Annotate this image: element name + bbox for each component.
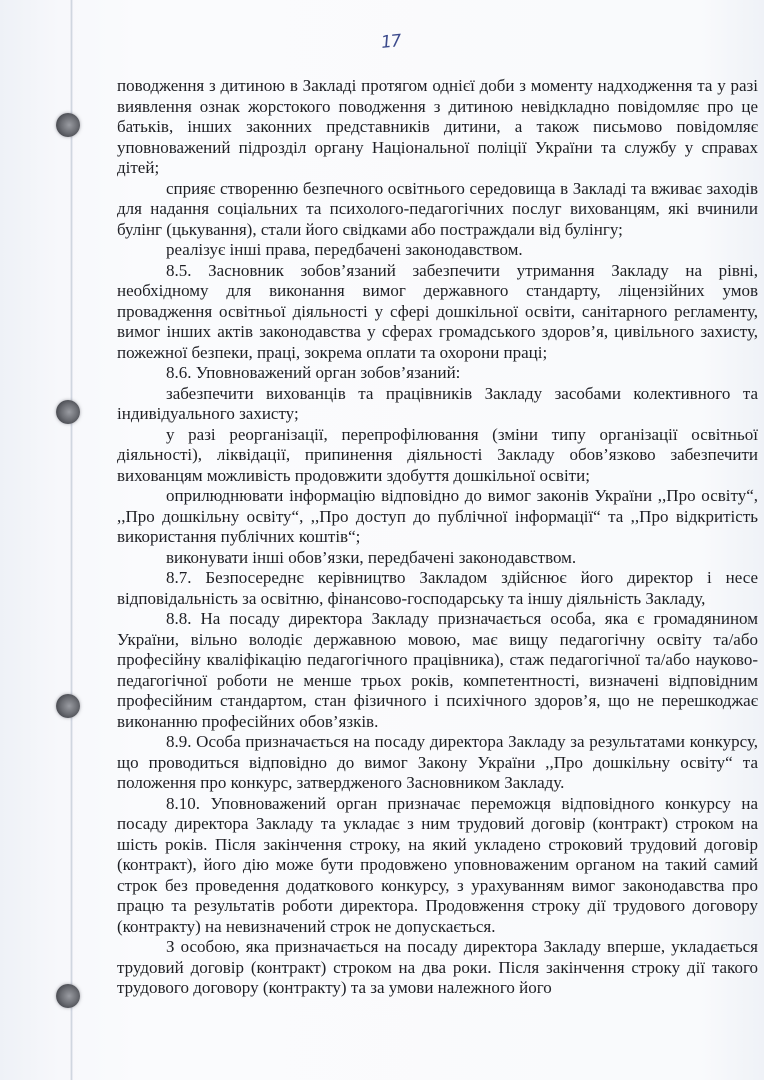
paragraph: у разі реорганізації, перепрофілювання (зміни типу організації освітньої діяльності), ліквідації, припинення діяльності Закладу обов’язково забезпечити вихованцям можливість продовжити здобуття дошкільної освіти;: [117, 424, 758, 485]
document-body: [117, 76, 758, 999]
paragraph: забезпечити вихованців та працівників Закладу засобами колективного та індивідуального захисту;: [117, 383, 758, 423]
paragraph: виконувати інші обов’язки, передбачені законодавством.: [166, 547, 577, 567]
section-8-6: 8.6. Уповноважений орган зобов’язаний:: [166, 363, 461, 382]
paragraph: сприяє створенню безпечного освітнього середовища в Закладі та вживає заходів для надання соціальних та психолого-педагогічних послуг вихованцям, які вчинили булінг (цькування), стали його свідками або постраждали від булінгу;: [117, 178, 758, 239]
paragraph: поводження з дитиною в Закладі протягом однієї доби з моменту надходження та у разі виявлення ознак жорстокого поводження з дитиною невідкладно повідомляє про це батьків, інших законних представників дитини, а також письмово повідомляє уповноважений підрозділ органу Національної поліції України та службу у справах дітей;: [117, 76, 758, 177]
section-8-8: 8.8. На посаду директора Закладу призначається особа, яка є громадянином України, вільно володіє державною мовою, має вищу педагогічну освіту та/або професійну кваліфікацію педагогічного працівника), стаж педагогічної та/або науково-педагогічної роботи не менше трьох років, компетентності, визначені відповідним професійним стандартом, стан фізичного і психічного здоров’я, що не перешкоджає виконанню професійних обов’язків.: [117, 609, 758, 731]
paragraph: З особою, яка призначається на посаду директора Закладу вперше, укладається трудовий договір (контракт) строком на два роки. Після закінчення строку дії такого трудового договору (контракту) та за умови належного його: [117, 937, 758, 997]
section-8-9: 8.9. Особа призначається на посаду директора Закладу за результатами конкурсу, що проводиться відповідно до вимог Закону України ,,Про дошкільну освіту“ та положення про конкурс, затвердженого Засновником Закладу.: [117, 732, 758, 792]
paragraph: оприлюднювати інформацію відповідно до вимог законів України ,,Про освіту“, ,,Про дошкільну освіту“, ,,Про доступ до публічної інформації“ та ,,Про відкритість використання публічних коштів“;: [117, 486, 758, 546]
binder-hole-icon: [56, 984, 80, 1008]
handwritten-page-number: 17: [380, 31, 402, 53]
section-8-5: 8.5. Засновник зобов’язаний забезпечити утримання Закладу на рівні, необхідному для виконання вимог державного стандарту, ліцензійних умов провадження освітньої діяльності у сфері дошкільної освіти, санітарного регламенту, вимог інших актів законодавства у сферах громадського здоров’я, цивільного захисту, пожежної безпеки, праці, зокрема оплати та охорони праці;: [117, 260, 758, 362]
binder-hole-icon: [56, 113, 80, 137]
paragraph: реалізує інші права, передбачені законодавством.: [166, 240, 523, 259]
section-8-7: 8.7. Безпосереднє керівництво Закладом здійснює його директор і несе відповідальність за освітню, фінансово-господарську та іншу діяльність Закладу,: [117, 568, 758, 608]
section-8-10: 8.10. Уповноважений орган призначає переможця відповідного конкурсу на посаду директора Закладу та укладає з ним трудовий договір (контракт) строком на шість років. Після закінчення строку, на який укладено строковий трудовий договір (контракт), його дію може бути продовжено уповноваженим органом на такий самий строк без проведення додаткового конкурсу, з урахуванням вимог законодавства про працю та результатів роботи директора. Продовження строку дії трудового договору (контракту) на невизначений строк не допускається.: [117, 793, 758, 936]
binder-hole-icon: [56, 400, 80, 424]
binder-hole-icon: [56, 694, 80, 718]
binding-fold-line: [70, 0, 73, 1080]
